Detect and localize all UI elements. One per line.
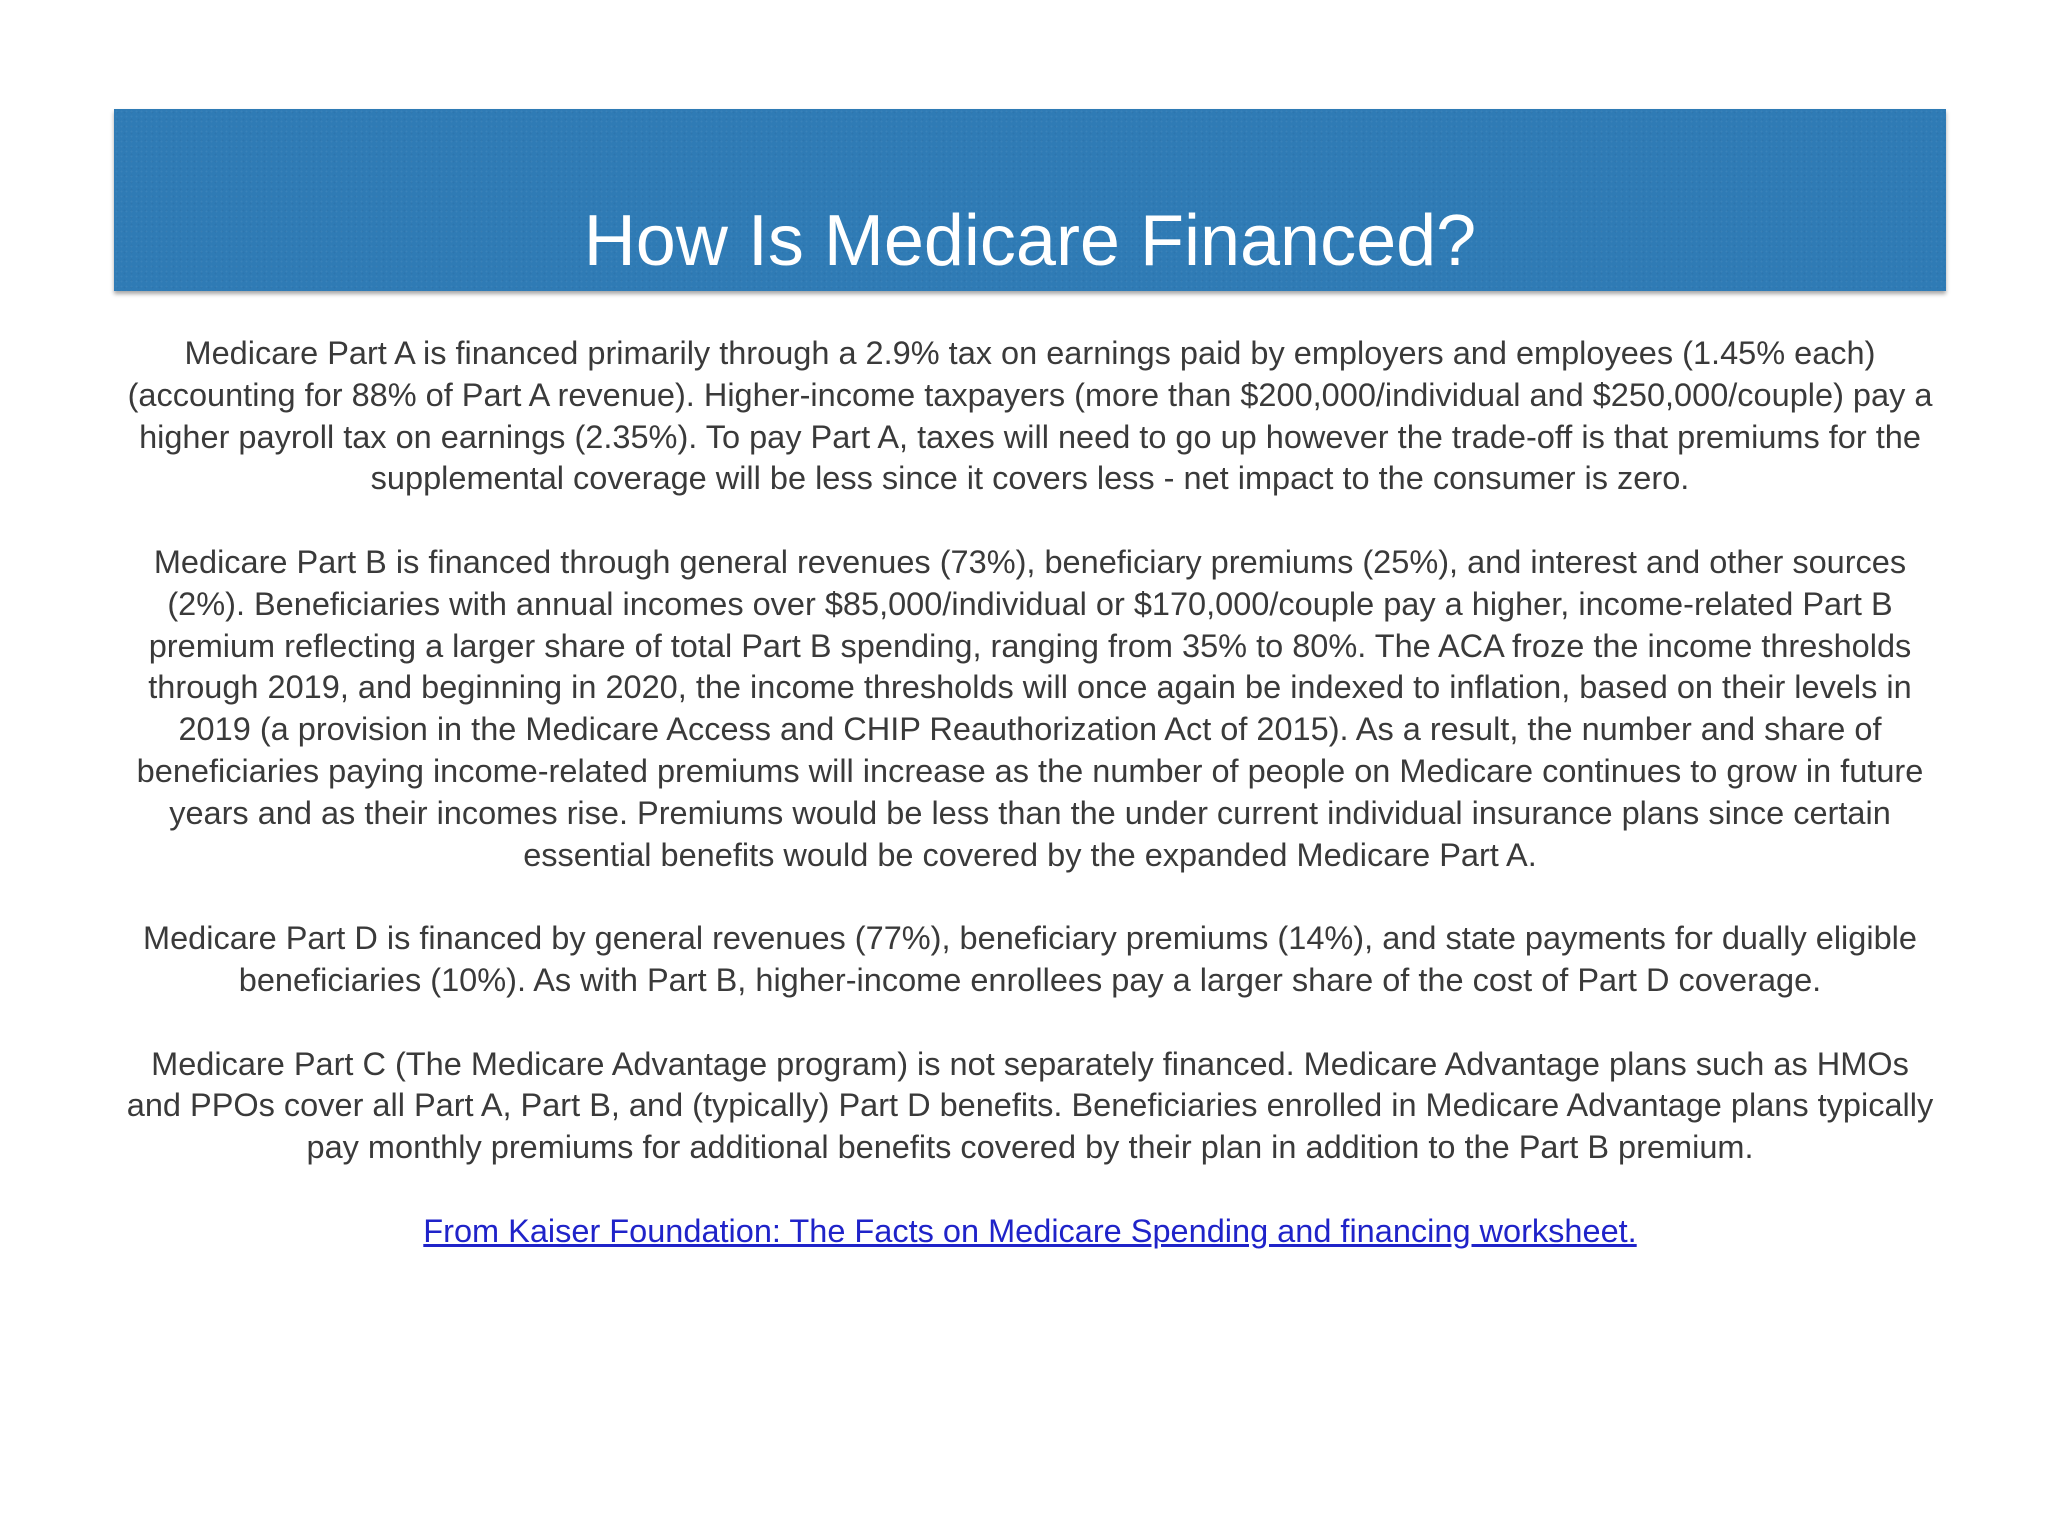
source-line (120, 1211, 1940, 1253)
slide-body (120, 333, 1940, 1253)
paragraph-part-b: Medicare Part B is financed through general revenues (73%), beneficiary premiums (25%), and interest and other sources (2%). Beneficiaries with annual incomes over $85,000/individual or $170,000/couple pay a higher, income-related Part B premium reflecting a larger share of total Part B spending, ranging from 35% to 80%. The ACA froze the income thresholds through 2019, and beginning in 2020, the income thresholds will once again be indexed to inflation, based on their levels in 2019 (a provision in the Medicare Access and CHIP Reauthorization Act of 2015). As a result, the number and share of beneficiaries paying income-related premiums will increase as the number of people on Medicare continues to grow in future years and as their incomes rise. Premiums would be less than the under current individual insurance plans since certain essential benefits would be covered by the expanded Medicare Part A. (136, 543, 1924, 873)
paragraph-part-d: Medicare Part D is financed by general revenues (77%), beneficiary premiums (14%), and state payments for dually eligible beneficiaries (10%). As with Part B, higher-income enrollees pay a larger share of the cost of Part D coverage. (143, 920, 1917, 998)
source-link[interactable]: From Kaiser Foundation: The Facts on Medicare Spending and financing worksheet. (423, 1212, 1637, 1249)
paragraph-part-c: Medicare Part C (The Medicare Advantage program) is not separately financed. Medicare Advantage plans such as HMOs and PPOs cover all Part A, Part B, and (typically) Part D benefits. Beneficiaries enrolled in Medicare Advantage plans typically pay monthly premiums for additional benefits covered by their plan in addition to the Part B premium. (126, 1045, 1934, 1166)
paragraph-part-a: Medicare Part A is financed primarily through a 2.9% tax on earnings paid by employers and employees (1.45% each) (accounting for 88% of Part A revenue). Higher-income taxpayers (more than $200,000/individual and $250,000/couple) pay a higher payroll tax on earnings (2.35%). To pay Part A, taxes will need to go up however the trade-off is that premiums for the supplemental coverage will be less since it covers less - net impact to the consumer is zero. (127, 335, 1933, 497)
slide-title: How Is Medicare Financed? (583, 201, 1477, 281)
title-banner (114, 109, 1946, 291)
